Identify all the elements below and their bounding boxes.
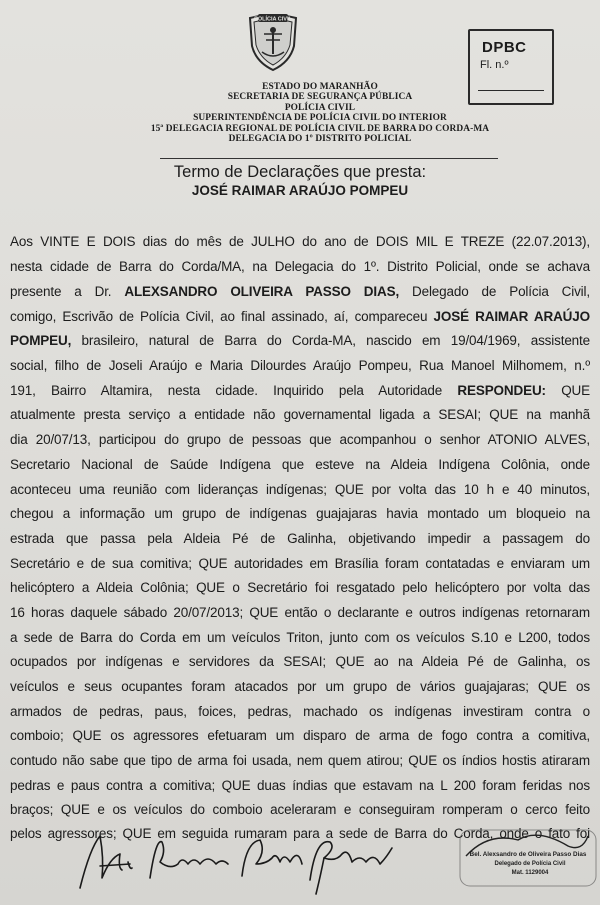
stamp-sheet-number-label: Fl. n.º	[480, 59, 509, 71]
body-line: contudo não sabe que tipo de arma foi usada, nem quem atirou; QUE os índios hostis atiraram	[10, 753, 590, 768]
body-line: aconteceu uma reunião com lideranças indígenas; QUE por volta das 10 h e 40 minutos,	[10, 482, 590, 497]
body-line: atualmente presta serviço a entidade não governamental ligada a SESAI; QUE na manhã	[10, 407, 590, 422]
seal-line: Delegado de Polícia Civil	[494, 861, 566, 867]
body-line: presente a Dr. ALEXSANDRO OLIVEIRA PASSO DIAS, Delegado de Polícia Civil,	[10, 284, 590, 299]
body-line: braços; QUE e os veículos do comboio aceleraram e conseguiram romperam o cerco feito	[10, 802, 590, 817]
delegate-seal	[458, 826, 598, 890]
body-line: a sede de Barra do Corda em um veículos Triton, junto com os veículos S.10 e L200, todos	[10, 630, 590, 645]
header-line: POLÍCIA CIVIL	[284, 102, 356, 113]
body-line: Secretario Nacional de Saúde Indígena que esteve na Aldeia Indígena Colônia, onde	[10, 457, 590, 472]
body-line: pelos agressores; QUE em seguida rumaram para a sede de Barra do Corda, onde o fato foi	[10, 826, 590, 841]
body-line: estrada que passa pela Aldeia Pé de Galinha, objetivando impedir a passagem do	[10, 531, 590, 546]
body-line: comigo, Escrivão de Polícia Civil, ao final assinado, aí, compareceu JOSÉ RAIMAR ARAÚJO	[10, 309, 590, 324]
header-line: 15ª DELEGACIA REGIONAL DE POLÍCIA CIVIL DE BARRA DO CORDA-MA	[150, 123, 490, 134]
header-line: ESTADO DO MARANHÃO	[262, 82, 378, 92]
police-crest-icon	[246, 10, 300, 72]
stamp-title: DPBC	[482, 39, 527, 56]
body-line: dia 20/07/13, participou do grupo de pessoas que acompanhou o senhor ATONIO ALVES,	[10, 432, 590, 447]
body-line: POMPEU, brasileiro, natural de Barra do Corda-MA, nascido em 19/04/1969, assistente	[10, 333, 590, 348]
header-line: DELEGACIA DO 1º DISTRITO POLICIAL	[228, 134, 412, 145]
body-line: veículos e seus ocupantes foram atacados por um grupo de vários guajajaras; QUE os	[10, 679, 590, 694]
body-line: chegou a informação um grupo de indígenas guajajaras havia montado um bloqueio na	[10, 506, 590, 521]
body-line: Secretário e de sua comitiva; QUE autoridades em Brasília foram contatadas e enviaram um	[10, 556, 590, 571]
body-line: ocupados por indígenas e servidores da SESAI; QUE ao na Aldeia Pé de Galinha, os	[10, 654, 590, 669]
header-line: SECRETARIA DE SEGURANÇA PÚBLICA	[227, 92, 413, 103]
body-line: comboio; QUE os agressores efetuaram um disparo de arma de fogo contra a comitiva,	[10, 728, 590, 743]
seal-stamp-icon	[458, 826, 598, 890]
institution-header	[100, 82, 540, 144]
body-line: 16 horas daquele sábado 20/07/2013; QUE então o declarante e outros indígenas retornaram	[10, 605, 590, 620]
header-divider	[160, 158, 498, 159]
body-line: Aos VINTE E DOIS dias do mês de JULHO do ano de DOIS MIL E TREZE (22.07.2013),	[10, 234, 591, 249]
body-line: helicóptero a Aldeia Colônia; QUE o Secretário foi resgatado pelo helicóptero por volta das	[10, 580, 590, 595]
document-title: Termo de Declarações que presta:	[173, 163, 427, 181]
body-line: 191, Bairro Altamira, nesta cidade. Inquirido pela Autoridade RESPONDEU: QUE	[10, 383, 590, 398]
seal-line: Bel. Alexsandro de Oliveira Passo Dias	[469, 851, 587, 858]
body-line: pedras e paus contra a comitiva; QUE duas índias que estavam na L 200 foram feridas nos	[10, 778, 590, 793]
header-line: SUPERINTENDÊNCIA DE POLÍCIA CIVIL DO INTERIOR	[193, 113, 447, 124]
crest-label: POLÍCIA CIVIL	[254, 16, 292, 23]
seal-line: Mat. 1129004	[511, 870, 549, 876]
handwritten-signature	[70, 818, 410, 898]
declarant-name: JOSÉ RAIMAR ARAÚJO POMPEU	[191, 183, 409, 198]
body-line: nesta cidade de Barra do Corda/MA, na Delegacia do 1º. Distrito Policial, onde se achava	[10, 259, 590, 274]
body-line: armados de pedras, paus, foices, pedras, machado os indígenas investiram contra o	[10, 704, 590, 719]
body-line: social, filho de Joseli Araújo e Maria Dilourdes Araújo Pompeu, Rua Manoel Milhomem, n.º	[10, 358, 590, 373]
